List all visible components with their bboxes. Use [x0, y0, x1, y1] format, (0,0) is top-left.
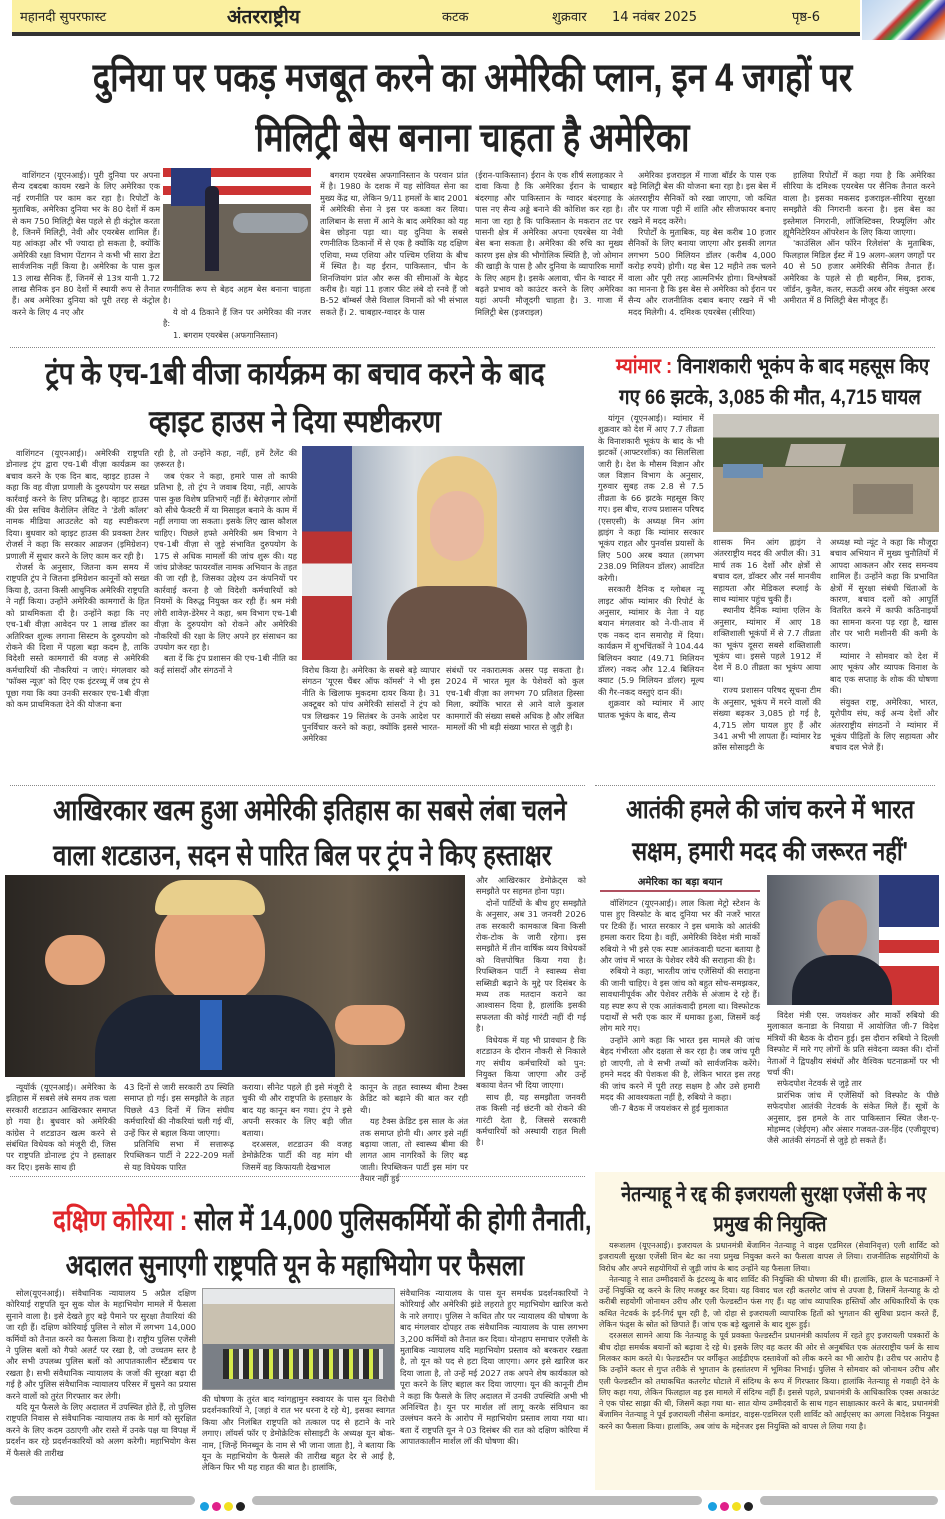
- divider: [10, 1176, 585, 1177]
- story7-body: यरूशलम (यूएनआई)। इजरायल के प्रधानमंत्री बेंजामिन नेतन्याहू ने वाइस एडमिरल (सेवानिवृत्त) एली शार्विट को इजरायली सुरक्षा एजेंसी शिन बेट का नया प्रमुख नियुक्त करने का फैसला वापस ले लिया। राजनीतिक सहयोगियों के विरोध और अपने सहयोगियों से जुड़ी जांच के बाद उन्होंने यह फैसला लिया। नेतन्याहू ने सात उम्मीदवारों के इंटरव्यू के बाद शार्विट की नियुक्ति की घोषणा की थी। हालांकि, हाल के घटनाक्रमों ने उन्हें नियुक्ति रद्द करने के लिए मजबूर कर दिया। यह विवाद चल रही कतरगेट जांच से उपजा है, जिसमें नेतन्याहू के दो करीबी सहयोगी जोनाथन उरीच और एली फेल्डस्टीन फंस गए हैं। यह जांच व्यापारिक हस्तियों और अधिकारियों के एक कथित नेटवर्क के इर्द-गिर्द घूम रही है, जो दोहा से इजरायली व्यापारिक हितों को भुगतान की सुविधा प्रदान करते हैं, लेकिन फंड्स के स्रोत को छिपाते हैं। जांच एक बड़े खुलासे के बाद शुरू हुई। दरअसल सामने आया कि नेतन्याहू के पूर्व प्रवक्ता फेल्डस्टीन प्रधानमंत्री कार्यालय में रहते हुए इजरायली पत्रकारों के बीच दोहा समर्थक बयानों को बढ़ावा दे रहे थे। इसके लिए वह कतर की ओर से अनुबंधित एक अंतरराष्ट्रीय फर्म के साथ मिलकर काम करते थे। फेल्डस्टीन पर वर्गीकृत आईडीएफ दस्तावेजों को लीक करने का भी आरोप है। उरीच पर आरोप है कि उन्होंने कतर से गुप्त तरीके से भुगतान के हस्तांतरण में भूमिका निभाई। पुलिस ने सोमवार को जोनाथन उरीच और एली फेल्डस्टीन को तथाकथित कतरगेट घोटाले में संदिग्ध के रूप में गिरफ्तार किया। हालांकि नेतन्याहू से गवाही देने के लिए कहा गया, लेकिन फिलहाल वह इस मामले में संदिग्ध नहीं हैं। इससे पहले, प्रधानमंत्री के आधिकारिक एक्स अकाउंट ने एक पोस्ट साझा की थी, जिसमें कहा गया था- सात योग्य उम्मीदवारों के साथ गहन साक्षात्कार करने के बाद, प्रधानमंत्री बेंजामिन नेतन्याहू ने पूर्व इजरायली नौसेना कमांडर, वाइस-एडमिरल एली शार्विट को आईएसए का अगला निदेशक नियुक्त करने का फैसला किया। हालांकि, अब जांच के मद्देनजर इस नियुक्ति को वापस ले लिया गया है।: [599, 1241, 939, 1431]
- page-number: पृष्ठ-6: [792, 10, 821, 25]
- story7-headline-line2: प्रमुख की नियुक्ति: [713, 1213, 827, 1236]
- story1-column: बगराम एयरबेस अफगानिस्तान के परवान प्रांत में है। 1980 के दशक में यह सोवियत सेना का मुख्य केंद्र था, लेकिन 9/11 हमलों के बाद 2001 में अमेरिकी सेना ने इस पर कब्जा कर लिया। तालिबान के सत्ता में आने के बाद अमेरिका को यह बेस छोड़ना पड़ा था। यह दुनिया के सबसे रणनीतिक ठिकानों में से एक है क्योंकि यह दक्षिण एशिया, मध्य एशिया और पश्चिम एशिया के बीच में स्थित है। यह ईरान, पाकिस्तान, चीन के शिनजियांग प्रांत और रूस की सीमाओं के बेहद करीब है। यहां 11 हजार फीट लंबे दो रनवे हैं जो B-52 बॉम्बर्स जैसे विशाल विमानों को भी संभाल सकते हैं। 2. चाबहार-ग्वादर के पास: [320, 170, 468, 317]
- story6-column: संवैधानिक न्यायालय के पास यून समर्थक प्रदर्शनकारियों ने कोरियाई और अमेरिकी झंडे लहराते हुए महाभियोग खारिज करो के नारे लगाए। पुलिस ने कथित तौर पर न्यायालय की घोषणा के बाद मंगलवार दोपहर तक संवैधानिक न्यायालय के पास लगभग 3,200 कर्मियों को तैनात कर दिया। योनहाप समाचार एजेंसी के मुताबिक न्यायालय यदि महाभियोग प्रस्ताव को बरकरार रखता है, तो यून को पद से हटा दिया जाएगा। अगर इसे खारिज कर दिया जाता है, तो उन्हें मई 2027 तक अपने शेष कार्यकाल को पूरा करने के लिए बहाल कर दिया जाएगा। यून की कानूनी टीम ने कहा कि फैसले के लिए अदालत में उनकी उपस्थिति अभी भी अनिश्चित है। यून पर मार्शल लॉ लागू करके संविधान का उल्लंघन करने के आरोप में महाभियोग प्रस्ताव लाया गया था। बता दें राष्ट्रपति यून ने 03 दिसंबर की रात को दक्षिण कोरिया में आपातकालीन मार्शल लॉ की घोषणा की।: [400, 1288, 588, 1447]
- story5-column: विदेश मंत्री एस. जयशंकर और मार्को रुबियो की मुलाकात कनाडा के नियाग्रा में आयोजित जी-7 विदेश मंत्रियों की बैठक के दौरान हुई। इस दौरान रुबियो ने दिल्ली विस्फोट में मारे गए लोगों के प्रति संवेदना व्यक्त की। दोनों नेताओं ने द्विपक्षीय संबंधों और वैश्विक घटनाक्रमों पर भी चर्चा की। सफेदपोश नेटवर्क से जुड़े तार प्रारंभिक जांच में एजेंसियों को विस्फोट के पीछे सफेदपोश आतंकी नेटवर्क के संकेत मिले हैं। सूत्रों के अनुसार, इस हमले के तार पाकिस्तान स्थित जैश-ए-मोहम्मद (जेईएम) और अंसार गजवत-उल-हिंद (एजीयूएच) जैसे आतंकी संगठनों से जुड़े हो सकते हैं।: [767, 1010, 939, 1146]
- story3-column: यांगून (यूएनआई)। म्यांमार में शुक्रवार को देश में आए 7.7 तीव्रता के विनाशकारी भूकंप के बाद के भी झटकों (आफ्टरशॉक) का सिलसिला जारी है। देश के मौसम विज्ञान और जल विज्ञान विभाग के अनुसार, गुरुवार सुबह तक 2.8 से 7.5 तीव्रता के 66 झटके महसूस किए गए। इस बीच, राज्य प्रशासन परिषद (एसएसी) के अध्यक्ष मिन आंग ह्लाइंग ने कहा कि म्यांमार सरकार भूकंप राहत और पुनर्वास प्रयासों के लिए 500 अरब क्यात (लगभग 238.09 मिलियन डॉलर) आवंटित करेगी। सरकारी दैनिक द ग्लोबल न्यू लाइट ऑफ म्यांमार की रिपोर्ट के अनुसार, म्यांमार के नेता ने यह बयान मंगलवार को ने-पी-ताव में एक नकद दान समारोह में दिया। कार्यक्रम में शुभचिंतकों ने 104.44 बिलियन क्याट (49.71 मिलियन डॉलर) नकद और 12.4 बिलियन क्याट (5.9 मिलियन डॉलर) मूल्य की गैर-नकद वस्तुएं दान कीं। शुक्रवार को म्यांमार में आए घातक भूकंप के बाद, सैन्य: [598, 413, 704, 720]
- story2-column: वाशिंगटन (यूएनआई)। अमेरिकी राष्ट्रपति डोनाल्ड ट्रंप द्वारा एच-1बी वीज़ा कार्यक्रम का बचाव करने के एक दिन बाद, व्हाइट हाउस ने कहा कि वह वीज़ा प्रणाली के दुरुपयोग पर सख्त कार्रवाई करने के लिए प्रतिबद्ध है। व्हाइट हाउस की प्रेस सचिव कैरोलिन लेविट ने 'डेली कॉलर' नामक मीडिया आउटलेट को यह स्पष्टीकरण दिया। बुधवार को व्हाइट हाउस की प्रवक्ता टेलर रोजर्स ने कहा कि सरकार आव्रजन (इमिग्रेशन) प्रणाली में सुधार करने के लिए काम कर रही है। रोजर्स के अनुसार, जितना कम समय में राष्ट्रपति ट्रंप ने जितना इमिग्रेशन कानूनों को सख्त किया है, उतना किसी आधुनिक अमेरिकी राष्ट्रपति ने नहीं किया। उन्होंने अमेरिकी कामगारों के हित को प्राथमिकता दी है। उन्होंने कहा कि नए एच-1बी वीज़ा आवेदन पर 1 लाख डॉलर का अतिरिक्त शुल्क लगाना सिस्टम के दुरुपयोग को रोकने की दिशा में पहला बड़ा कदम है, ताकि विदेशी सस्ते कामगारों की वजह से अमेरिकी कर्मचारियों की नौकरियां न जाएं। मंगलवार को 'फॉक्स न्यूज़' को दिए एक इंटरव्यू में जब ट्रंप से पूछा गया कि क्या उनकी सरकार एच-1बी वीज़ा को कम प्राथमिकता देने की योजना बना: [6, 448, 149, 709]
- story3-label: म्यांमार :: [616, 355, 673, 378]
- story2-column: विरोध किया है। अमेरिका के सबसे बड़े व्यापार संगठन 'यूएस चैंबर ऑफ कॉमर्स' ने भी इस नीति के खिलाफ मुकदमा दायर किया है। 31 अक्टूबर को पांच अमेरिकी सांसदों ने ट्रंप को पत्र लिखकर 19 सितंबर के उनके आदेश पर पुनर्विचार करने को कहा, क्योंकि इससे भारत-अमेरिका: [302, 665, 440, 744]
- seoul-protest-photo: [202, 1288, 395, 1390]
- story2-headline-line2: व्हाइट हाउस ने दिया स्पष्टीकरण: [148, 404, 442, 439]
- story3-column: अध्यक्ष म्यो न्यूंट ने कहा कि मौजूदा बचाव अभियान में मुख्य चुनौतियों में आपदा आकलन और रसद समन्वय शामिल हैं। उन्होंने कहा कि प्रभावित क्षेत्रों में सुरक्षा संबंधी चिंताओं के कारण, बचाव दलों को आपूर्ति वितरित करने में काफी कठिनाइयों का सामना करना पड़ रहा है, खास तौर पर भारी मशीनरी की कमी के कारण। म्यांमार ने सोमवार को देश में आए भूकंप और व्यापक विनाश के बाद एक सप्ताह के शोक की घोषणा की। संयुक्त राष्ट्र, अमेरिका, भारत, यूरोपीय संघ, कई अन्य देशों और अंतरराष्ट्रीय संगठनों ने म्यांमार में भूकंप पीड़ितों के लिए सहायता और बचाव दल भेजे हैं।: [830, 537, 938, 753]
- story1-headline-line2: मिलिट्री बेस बनाना चाहता है अमेरिका: [255, 116, 690, 160]
- story2-headline-line1: ट्रंप के एच-1बी वीजा कार्यक्रम का बचाव करने के बाद: [45, 356, 545, 391]
- story6-label: दक्षिण कोरिया :: [53, 1205, 188, 1237]
- paper-name: महानदी सुपरफास्ट: [20, 10, 107, 25]
- footer-bar: [252, 1496, 702, 1505]
- story5-column: वॉशिंगटन (यूएनआई)। लाल किला मेट्रो स्टेशन के पास हुए विस्फोट के बाद दुनिया भर की नजरें भारत पर टिकी हैं। भारत सरकार ने इस धमाके को आतंकी हमला करार दिया है। वहीं, अमेरिकी विदेश मंत्री मार्को रुबियो ने भी इसे एक स्पष्ट आतंकवादी घटना बताया है और जांच में भारत के पेशेवर रवैये की सराहना की है। रुबियो ने कहा, भारतीय जांच एजेंसियों की सराहना की जानी चाहिए। वे इस जांच को बहुत सोच-समझकर, सावधानीपूर्वक और पेशेवर तरीके से अंजाम दे रहे हैं। यह स्पष्ट रूप से एक आतंकवादी हमला था। विस्फोटक पदार्थों से भरी एक कार में धमाका हुआ, जिसमें कई लोग मारे गए। उन्होंने आगे कहा कि भारत इस मामले की जांच बेहद गंभीरता और दक्षता से कर रहा है। जब जांच पूरी हो जाएगी, तो वे सभी तथ्यों को सार्वजनिक करेंगे। हमने मदद की पेशकश की है, लेकिन भारत इस तरह की जांच करने में पूरी तरह सक्षम है और उसे हमारी मदद की आवश्यकता नहीं है, रुबियो ने कहा। जी-7 बैठक में जयशंकर से हुई मुलाकात: [600, 898, 760, 1114]
- story1-column: अमेरिका इजराइल में गाजा बॉर्डर के पास एक बड़े मिलिट्री बेस की योजना बना रहा है। इस बेस में अंतरराष्ट्रीय सैनिकों को रखा जाएगा, जो कथित तौर पर गाजा पट्टी में शांति और सीजफायर बनाए रखने में मदद करेंगे। रिपोर्टों के मुताबिक, यह बेस करीब 10 हजार सैनिकों के लिए बनाया जाएगा और इसकी लागत लगभग 500 मिलियन डॉलर (करीब 4,000 करोड़ रुपये) होगी। यह बेस 12 महीने तक चलने वाला और पूरी तरह आत्मनिर्भर होगा। विश्लेषकों का मानना है कि इस बेस से अमेरिका को ईरान पर सैन्य और राजनीतिक दबाव बनाए रखने में भी मदद मिलेगी। 4. दमिश्क एयरबेस (सीरिया): [628, 170, 776, 317]
- story2-column: संबंधों पर नकारात्मक असर पड़ सकता है। 2024 में भारत मूल के पेशेवरों को कुल एच-1बी वीज़ा का लगभग 70 प्रतिशत हिस्सा मिला, क्योंकि भारत से आने वाले कुशल कामगारों की संख्या सबसे अधिक है और लंबित मामलों की भी बड़ी संख्या भारत से जुड़ी है।: [446, 665, 584, 733]
- masthead-bar: [12, 0, 860, 36]
- story5-headline-line2: सक्षम, हमारी मदद की जरूरत नहीं': [632, 836, 908, 866]
- story5-subhead: अमेरिका का बड़ा बयान: [600, 874, 760, 892]
- story6-headline-line1: [53, 1200, 592, 1239]
- trump-drone-photo: [163, 168, 311, 281]
- footer-bar: [760, 1496, 938, 1505]
- story4-column: कराया। सीनेट पहले ही इसे मंजूरी दे चुकी थी और राष्ट्रपति के हस्ताक्षर के बाद यह कानून बन गया। ट्रंप ने इसे अपनी सरकार के लिए बड़ी जीत बताया। दरअसल, शटडाउन की वजह डेमोक्रेटिक पार्टी की वह मांग थी जिसमें वह किफायती देखभाल: [242, 1082, 352, 1172]
- story1-column: वाशिंगटन (यूएनआई)। पूरी दुनिया पर अपना सैन्य दबदबा कायम रखने के लिए अमेरिका एक नई रणनीति पर काम कर रहा है। रिपोर्टों के मुताबिक, अमेरिका दुनिया भर के 80 देशों में कम से कम 750 मिलिट्री बेस पहले से ही कंट्रोल करता है, जिनमें मिलिट्री, नेवी और एयरबेस शामिल हैं। यह आंकड़ा और भी ज्यादा हो सकता है, क्योंकि अमेरिकी रक्षा विभाग पेंटागन ने कभी भी सारा डेटा सार्वजनिक नहीं किया है। अमेरिका के पास कुल 13 लाख सैनिक हैं, जिनमें से 13त्र यानी 1.72 लाख सैनिक इन 80 देशों में स्थायी रूप से तैनात हैं। अब अमेरिका दुनिया को पूरी तरह से कंट्रोल करने के लिए 4 नए और: [12, 170, 160, 317]
- trump-speech-photo: [5, 875, 465, 1077]
- story7-headline-line1: नेतन्याहू ने रद्द की इजरायली सुरक्षा एजेंसी के नए: [621, 1183, 927, 1206]
- story6-column: की घोषणा के तुरंत बाद ग्वांगह्वामुन स्क्वायर के पास यून विरोधी प्रदर्शनकारियों ने, [जहां वे रात भर धरना दे रहे थे], इसका स्वागत किया और निलंबित राष्ट्रपति को तत्काल पद से हटाने के नारे लगाए। लॉयर्स फॉर ए डेमोक्रेटिक सोसाइटी के अध्यक्ष यून बोक-नाम, [जिन्हें मिनब्यून के नाम से भी जाना जाता है], ने बताया कि यून के महाभियोग के फैसले की तारीख बहुत देर से आई है, लेकिन फिर भी यह राहत की बात है। हालांकि,: [202, 1394, 395, 1473]
- story6-column: सोल(यूएनआई)। संवैधानिक न्यायालय 5 अप्रैल दक्षिण कोरियाई राष्ट्रपति यून सुक योल के महाभियोग मामले में फैसला सुनाने वाला है। इसे देखते हुए बड़े पैमाने पर सुरक्षा तैयारियां की जा रही हैं। दक्षिण कोरियाई पुलिस ने सोल में लगभग 14,000 कर्मियों को तैनात करने का फैसला किया है। राष्ट्रीय पुलिस एजेंसी ने पुलिस बलों को गैफो अलर्ट पर रखा है, जो उच्चतम स्तर है और सभी उपलब्ध पुलिस बलों को आपातकालीन स्टैंडबाय पर रखता है। सभी संवैधानिक न्यायालय के जजों की सुरक्षा बढ़ा दी गई है और पुलिस संवैधानिक न्यायालय परिसर में घुसने का प्रयास करने वालों को तुरंत गिरफ्तार कर लेगी। यदि यून फैसले के लिए अदालत में उपस्थित होते हैं, तो पुलिस राष्ट्रपति निवास से संवैधानिक न्यायालय तक के मार्ग को सुरक्षित करने के लिए कदम उठाएगी और रास्ते में उनके पक्ष या विपक्ष में प्रदर्शन कर रहे प्रदर्शनकारियों को अलग करेगी। महाभियोग केस में फैसले की तारीख: [6, 1288, 196, 1458]
- footer-bar: [10, 1496, 195, 1505]
- story1-column: हालिया रिपोर्टों में कहा गया है कि अमेरिका सीरिया के दमिश्क एयरबेस पर सैनिक तैनात करने वाला है। इसका मकसद इजराइल-सीरिया सुरक्षा समझौते की निगरानी करना है। इस बेस का इस्तेमाल निगरानी, लॉजिस्टिक्स, रिफ्यूलिंग और ह्यूमैनिटेरियन ऑपरेशन के लिए किया जाएगा। 'काउंसिल ऑन फॉरेन रिलेशंस' के मुताबिक, फिलहाल मिडिल ईस्ट में 19 अलग-अलग जगहों पर 40 से 50 हजार अमेरिकी सैनिक तैनात हैं। अमेरिका के पहले से ही बहरीन, मिस्र, इराक, जॉर्डन, कुवैत, कतर, सऊदी अरब और संयुक्त अरब अमीरात में 8 मिलिट्री बेस मौजूद हैं।: [783, 170, 935, 306]
- story6-headline-line2: अदालत सुनाएगी राष्ट्रपति यून के महाभियोग पर फैसला: [65, 1250, 525, 1282]
- story4-column: 43 दिनों से जारी सरकारी ठप स्थिति समाप्त हो गई। इस समझौते के तहत पिछले 43 दिनों में जिन संघीय कर्मचारियों की नौकरियां चली गई थीं, उन्हें फिर से बहाल किया जाएगा। प्रतिनिधि सभा में सत्तारूढ़ रिपब्लिकन पार्टी ने 222-209 मतों से यह विधेयक पारित: [124, 1082, 234, 1172]
- story3-headline-text: विनाशकारी भूकंप के बाद महसूस किए: [677, 355, 930, 378]
- netanyahu-story-box: [595, 1172, 945, 1490]
- press-secretary-photo: [302, 446, 584, 660]
- story1-column: (ईरान-पाकिस्तान) ईरान के एक शीर्ष सलाहकार ने दावा किया है कि अमेरिका ईरान के चाबहार बंदरगाह और पाकिस्तान के ग्वादर बंदरगाह के पास नए सैन्य अड्डे बनाने की कोशिश कर रहा है। माना जा रहा है कि पाकिस्तान के मकरान तट पर पासनी क्षेत्र में अमेरिका अपना एयरबेस या नेवी बेस बना सकता है। अमेरिका की रुचि का मुख्य कारण इस क्षेत्र की भौगोलिक स्थिति है, जो ओमान की खाड़ी के पास है और दुनिया के व्यापारिक मार्गों के लिए अहम है। इसके अलावा, चीन के ग्वादर में बढ़ते प्रभाव को काउंटर करने के लिए अमेरिका यहां अपनी मौजूदगी चाहता है। 3. गाजा में मिलिट्री बेस (इजराइल): [475, 170, 623, 317]
- story3-column: शासक मिन आंग ह्लाइंग ने अंतरराष्ट्रीय मदद की अपील की। 31 मार्च तक 16 देशों और क्षेत्रों से बचाव दल, डॉक्टर और नर्स मानवीय सहायता और मेडिकल स्प्लाई के साथ म्यांमार पहुंच चुकी हैं। स्थानीय दैनिक म्यांमा एलिन के अनुसार, म्यांमार में आए 18 शक्तिशाली भूकंपों में से 7.7 तीव्रता का भूकंप दूसरा सबसे शक्तिशाली भूकंप था। इससे पहले 1912 में देश में 8.0 तीव्रता का भूकंप आया था। राज्य प्रशासन परिषद सूचना टीम के अनुसार, भूकंप में मरने वालों की संख्या बढ़कर 3,085 हो गई है, 4,715 लोग घायल हुए हैं और 341 अभी भी लापता हैं। म्यांमार रेड क्रॉस सोसाइटी के: [713, 537, 821, 753]
- section-name: अंतरराष्ट्रीय: [227, 6, 300, 28]
- flags-image: [862, 0, 945, 40]
- story4-column: न्यूयॉर्क (यूएनआई)। अमेरिका के इतिहास में सबसे लंबे समय तक चला सरकारी शटडाउन आखिरकार समाप्त हो गया है। बुधवार को अमेरिकी कांग्रेस ने शटडाउन खत्म करने से संबंधित विधेयक को मंजूरी दी, जिस पर राष्ट्रपति डोनाल्ड ट्रंप ने हस्ताक्षर कर दिए। इसके साथ ही: [6, 1082, 116, 1172]
- city: कटक: [442, 10, 469, 25]
- story2-column: रही है, तो उन्होंने कहा, नहीं, हमें टैलेंट की ज़रूरत है। जब एंकर ने कहा, हमारे पास तो काफी प्रतिभा है, तो ट्रंप ने जवाब दिया, नहीं, आपके पास कुछ विशेष प्रतिभाएँ नहीं हैं। बेरोज़गार लोगों को सीधे फैक्टरी में या मिसाइल बनाने के काम में नहीं लगाया जा सकता। इसके लिए खास कौशल चाहिए। पिछले हफ्ते अमेरिकी श्रम विभाग ने एच-1बी वीज़ा से जुड़े संभावित दुरुपयोग के 175 से अधिक मामलों की जांच शुरू की। यह जांच प्रोजेक्ट फायरवॉल नामक अभियान के तहत की जा रही है, जिसका उद्देश्य उन कंपनियों पर कार्रवाई करना है जो विदेशी कर्मचारियों को नियमों के विरुद्ध नियुक्त कर रही हैं। श्रम मंत्री लोरी शावेज़-डेरेमर ने कहा, श्रम विभाग एच-1बी वीज़ा के दुरुपयोग को रोकने और अमेरिकी नौकरियों की रक्षा के लिए अपने हर संसाधन का उपयोग कर रहा है। बता दें कि ट्रंप प्रशासन की एच-1बी नीति का कई सांसदों और संगठनों ने: [154, 448, 297, 675]
- rubio-photo: [767, 875, 939, 1005]
- day: शुक्रवार: [552, 10, 587, 25]
- story1-headline-line1: दुनिया पर पकड़ मजबूत करने का अमेरिकी प्लान, इन 4 जगहों पर: [92, 56, 853, 100]
- story3-headline-line1: [616, 352, 930, 380]
- story4-column: कानून के तहत स्वास्थ्य बीमा टैक्स क्रेडिट को बढ़ाने की बात कर रही थी। यह टैक्स क्रेडिट इस साल के अंत तक समाप्त होनी थी। अगर इसे नहीं बढ़ाया जाता, तो स्वास्थ्य बीमा की लागत आम नागरिकों के लिए बढ़ जाती। रिपब्लिकन पार्टी इस मांग पर तैयार नहीं हुई: [360, 1082, 468, 1184]
- story4-column: और आखिरकार डेमोक्रेट्स को समझौते पर सहमत होना पड़ा। दोनों पार्टियों के बीच हुए समझौते के अनुसार, अब 31 जनवरी 2026 तक सरकारी कामकाज बिना किसी रोक-टोक के जारी रहेगा। इस समझौते में तीन वार्षिक व्यय विधेयकों को वित्तपोषित किया गया है। रिपब्लिकन पार्टी ने स्वास्थ्य सेवा सब्सिडी बढ़ाने के मुद्दे पर दिसंबर के मध्य तक मतदान कराने का आश्वासन दिया है, हालांकि इसकी सफलता की कोई गारंटी नहीं दी गई है। विधेयक में यह भी प्रावधान है कि शटडाउन के दौरान नौकरी से निकाले गए संघीय कर्मचारियों को पुन: नियुक्त किया जाएगा और उन्हें बकाया वेतन भी दिया जाएगा। साथ ही, यह समझौता जनवरी तक किसी नई छंटनी को रोकने की गारंटी देता है, जिससे सरकारी कर्मचारियों को अस्थायी राहत मिली है।: [476, 875, 586, 1148]
- story5-headline-line1: आतंकी हमले की जांच करने में भारत: [626, 794, 914, 824]
- story3-headline-line2: गए 66 झटके, 3,085 की मौत, 4,715 घायल: [619, 386, 921, 409]
- earthquake-damage-photo: [713, 414, 939, 532]
- story4-headline-line1: आखिरकार खत्म हुआ अमेरिकी इतिहास का सबसे लंबा चलने: [53, 795, 567, 827]
- color-registration-marks: [708, 1496, 756, 1515]
- story6-headline-text: सोल में 14,000 पुलिसकर्मियों की होगी तैनाती,: [194, 1205, 592, 1237]
- color-registration-marks: [200, 1496, 248, 1515]
- date: 14 नवंबर 2025: [612, 10, 698, 25]
- divider: [10, 347, 935, 348]
- divider: [10, 785, 585, 786]
- divider: [595, 785, 935, 786]
- story1-column: रणनीतिक रूप से बेहद अहम बेस बनाना चाहता है। ये वो 4 ठिकाने हैं जिन पर अमेरिका की नजर है: 1. बगराम एयरबेस (अफगानिस्तान): [163, 284, 311, 340]
- story4-headline-line2: वाला शटडाउन, सदन से पारित बिल पर ट्रंप ने किए हस्ताक्षर: [53, 840, 552, 872]
